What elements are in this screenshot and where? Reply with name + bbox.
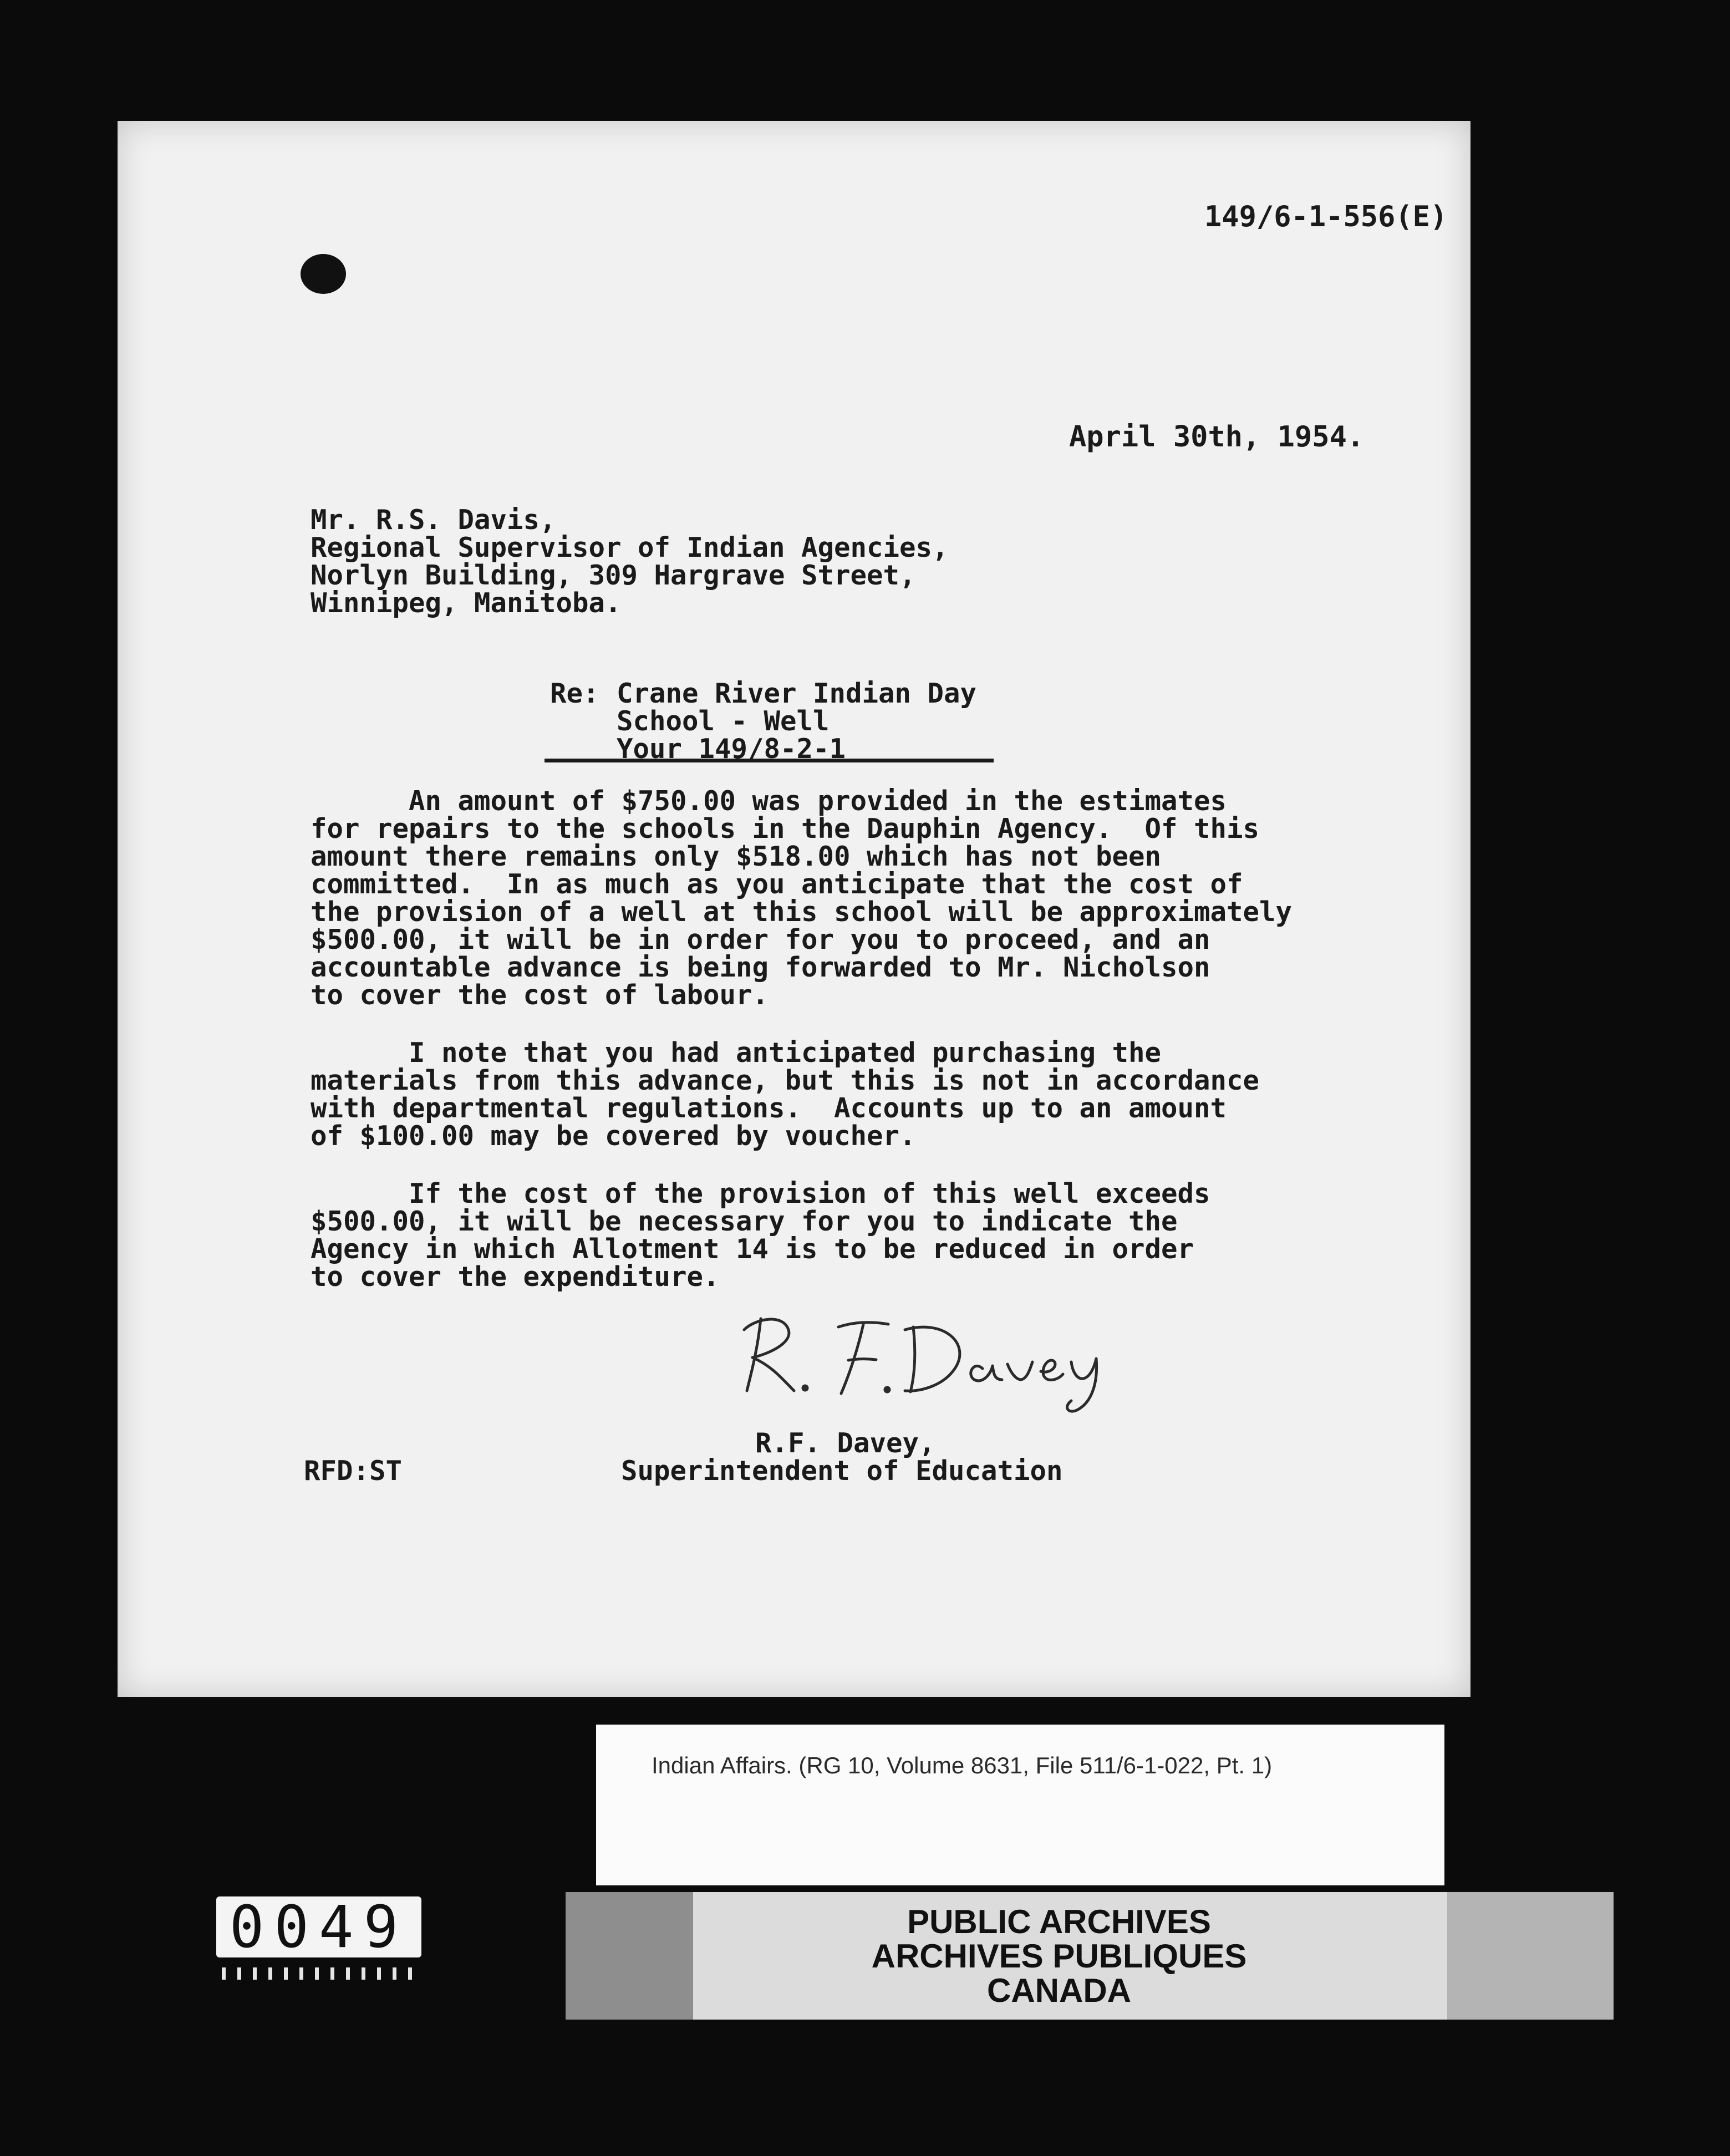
body-line: materials from this advance, but this is not in accordance	[311, 1065, 1260, 1096]
archive-stamp	[848, 1905, 1270, 2008]
body-line: committed. In as much as you anticipate that the cost of	[311, 868, 1243, 900]
address-line: Mr. R.S. Davis,	[311, 504, 556, 536]
stamp-line: PUBLIC ARCHIVES	[907, 1903, 1211, 1940]
stamp-line: CANADA	[987, 1972, 1131, 2009]
body-line: $500.00, it will be in order for you to proceed, and an	[311, 924, 1210, 955]
recipient-address	[311, 506, 949, 617]
body-line: $500.00, it will be necessary for you to indicate the	[311, 1206, 1178, 1237]
frame-counter: 0049	[216, 1896, 421, 1957]
subject-line: School - Well	[617, 705, 830, 737]
letter-date: April 30th, 1954.	[1069, 420, 1365, 454]
body-line: If the cost of the provision of this well exceeds	[311, 1178, 1210, 1209]
body-line: An amount of $750.00 was provided in the estimates	[311, 785, 1227, 817]
subject-underline	[545, 759, 994, 762]
subject-line: Crane River Indian Day	[617, 678, 977, 709]
strip-edge	[1447, 1892, 1614, 2020]
stamp-line: ARCHIVES PUBLIQUES	[871, 1938, 1247, 1975]
letter-page	[118, 121, 1470, 1697]
address-line: Winnipeg, Manitoba.	[311, 587, 622, 619]
archive-reference-card	[596, 1725, 1444, 1885]
address-line: Norlyn Building, 309 Hargrave Street,	[311, 560, 916, 591]
strip-edge	[566, 1892, 693, 2020]
body-line: with departmental regulations. Accounts up to an amount	[311, 1092, 1227, 1124]
handwritten-signature	[722, 1296, 1143, 1418]
body-line: to cover the expenditure.	[311, 1261, 720, 1293]
archive-reference: Indian Affairs. (RG 10, Volume 8631, File 511/6-1-022, Pt. 1)	[652, 1752, 1273, 1778]
subject-block	[550, 680, 976, 763]
subject-line: Your 149/8-2-1	[617, 733, 846, 765]
counter-ticks	[222, 1967, 421, 1980]
body-line: the provision of a well at this school will be approximately	[311, 896, 1293, 928]
paragraph-2	[311, 1039, 1475, 1150]
paragraph-3	[311, 1180, 1475, 1291]
subject-label: Re:	[550, 678, 599, 709]
address-line: Regional Supervisor of Indian Agencies,	[311, 532, 949, 563]
signer-title: Superintendent of Education	[621, 1455, 1063, 1487]
typist-initials: RFD:ST	[304, 1455, 403, 1487]
signer-name: R.F. Davey,	[755, 1427, 935, 1459]
body-line: for repairs to the schools in the Dauphin Agency. Of this	[311, 813, 1260, 845]
paragraph-1	[311, 787, 1475, 1009]
body-line: I note that you had anticipated purchasing the	[311, 1037, 1162, 1069]
body-line: to cover the cost of labour.	[311, 979, 769, 1011]
body-line: of $100.00 may be covered by voucher.	[311, 1120, 916, 1152]
file-reference: 149/6-1-556(E)	[1204, 200, 1448, 233]
body-line: accountable advance is being forwarded to Mr. Nicholson	[311, 952, 1210, 983]
punch-hole	[301, 254, 346, 294]
body-line: Agency in which Allotment 14 is to be reduced in order	[311, 1233, 1194, 1265]
body-line: amount there remains only $518.00 which has not been	[311, 841, 1162, 872]
